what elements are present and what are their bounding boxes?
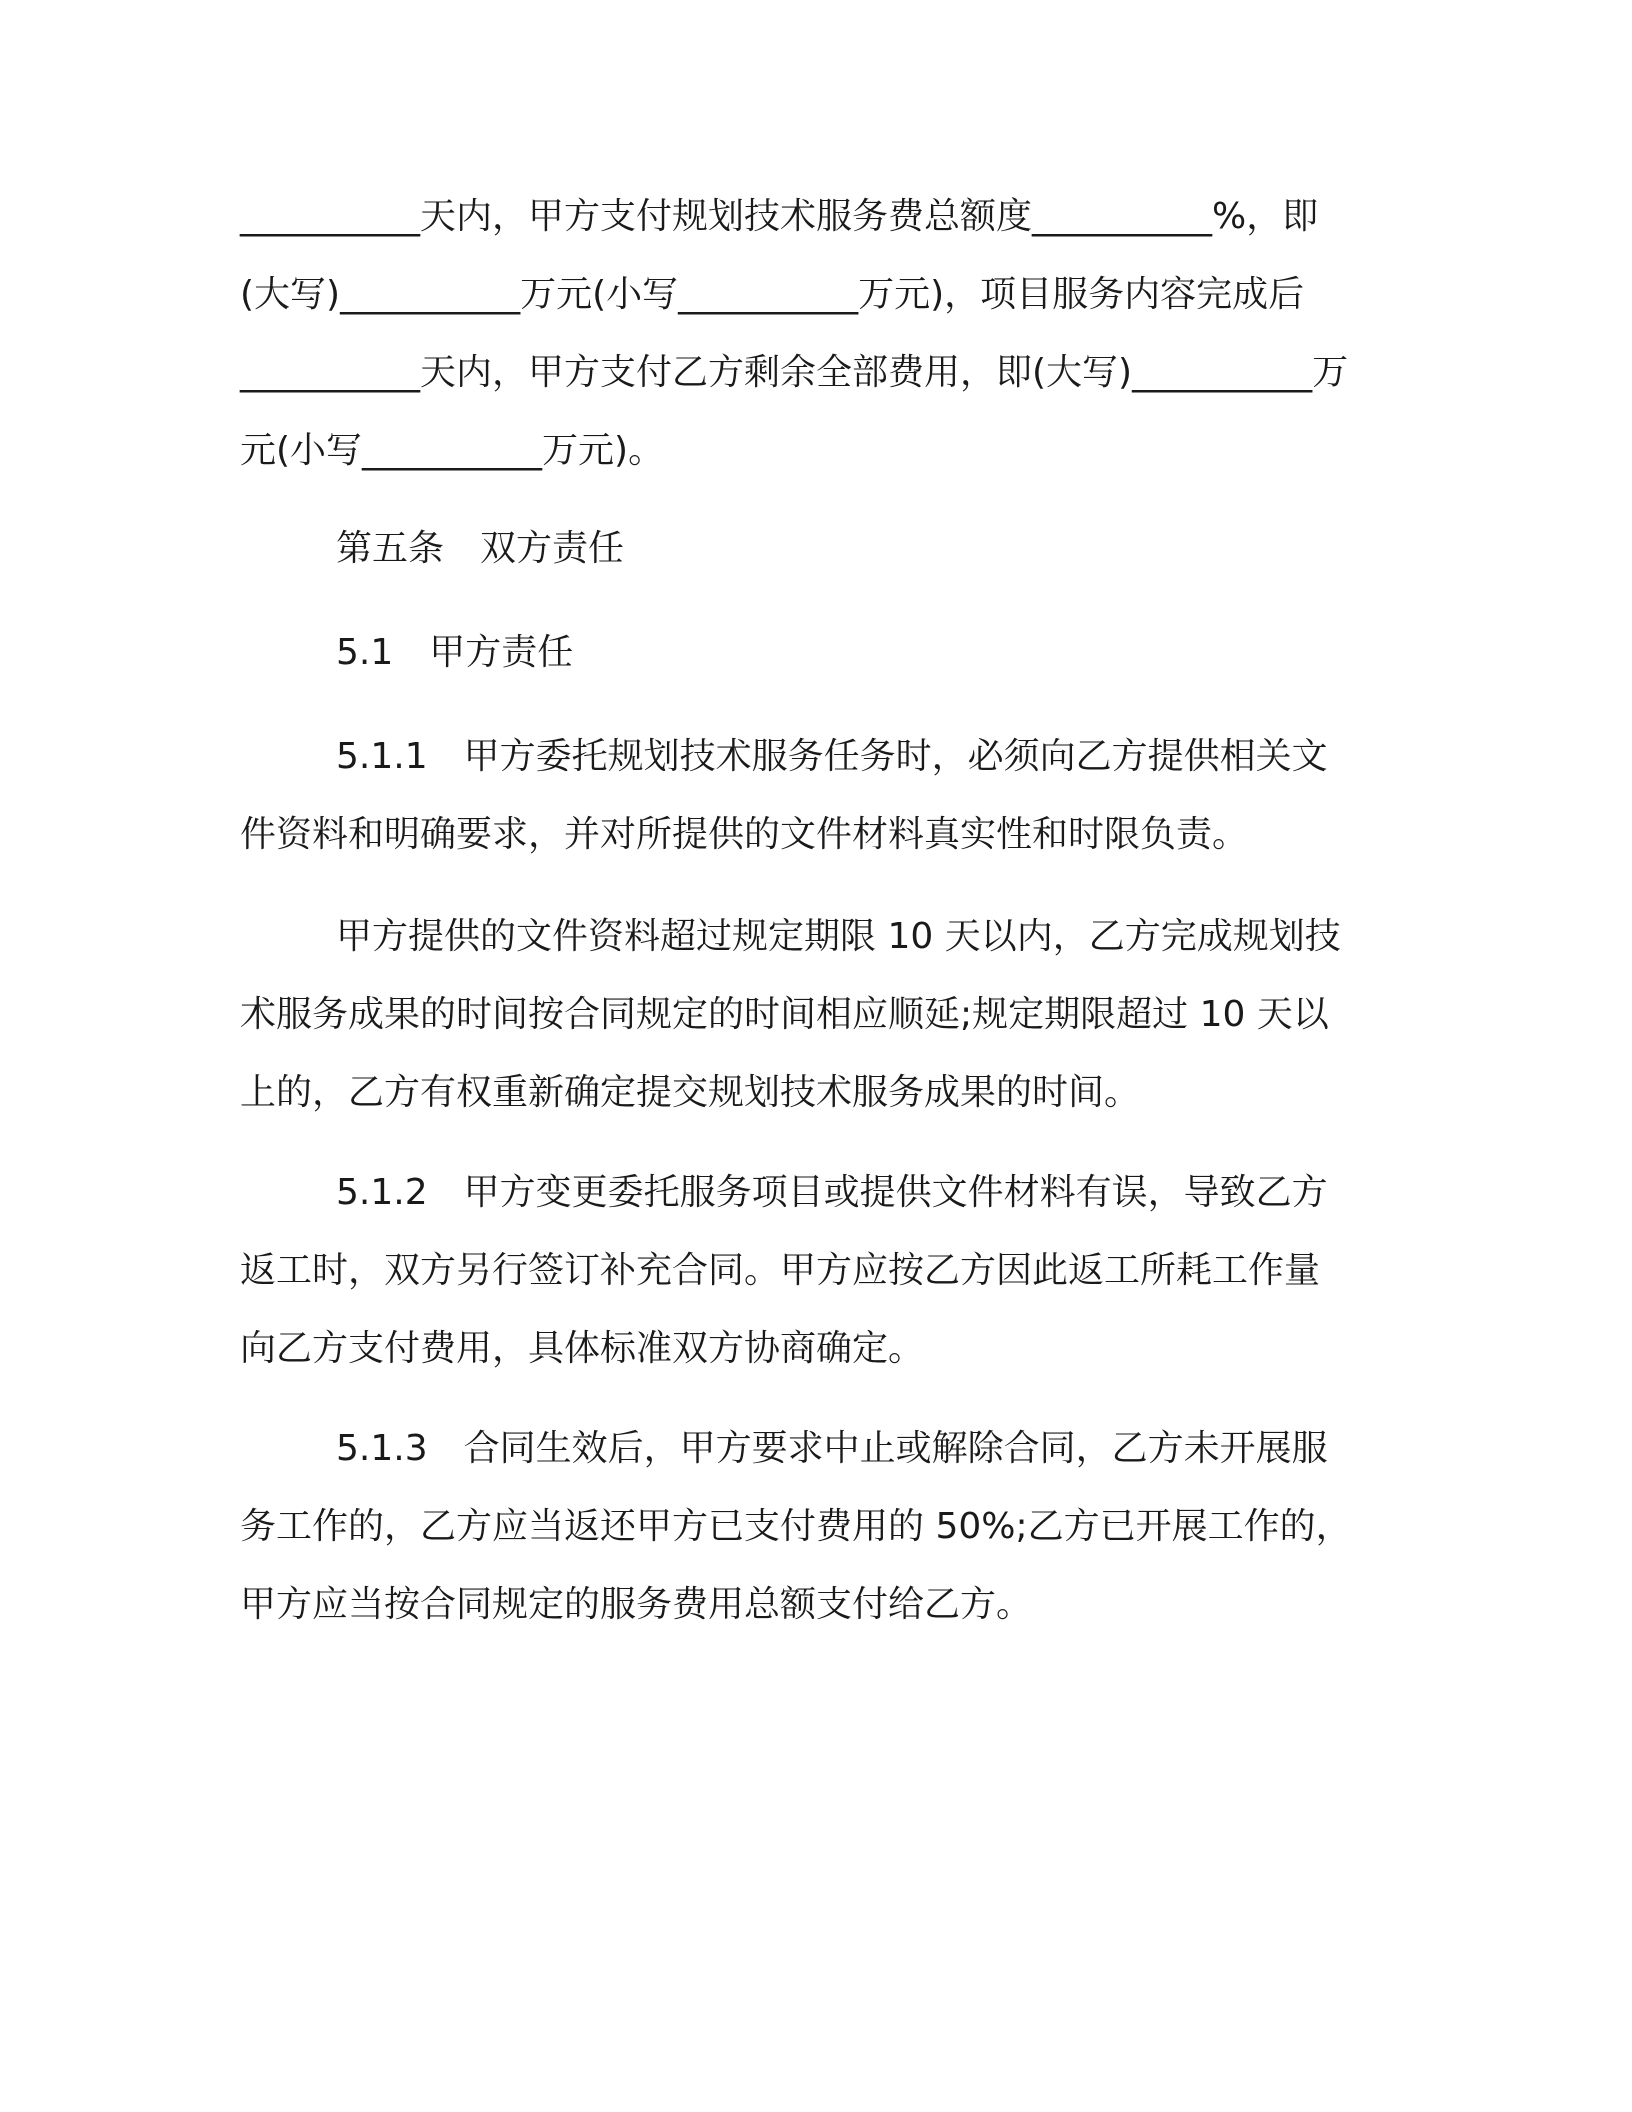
text-line: 务工作的，乙方应当返还甲方已支付费用的 50%;乙方已开展工作的， [240,1506,1352,1547]
heading-line: 5.1 甲方责任 [336,632,574,673]
text-line: __________天内，甲方支付乙方剩余全部费用，即(大写)__________万 [240,352,1349,393]
text-line: 元(小写__________万元)。 [240,430,665,471]
text-line: 返工时，双方另行签订补充合同。甲方应按乙方因此返工所耗工作量 [240,1250,1321,1291]
clause-5-1-1 [240,718,1400,874]
clause-5-1-1-delay [240,898,1400,1132]
clause-5-1-3 [240,1410,1400,1644]
section-5-1-heading [240,614,1400,692]
text-line: 件资料和明确要求，并对所提供的文件材料真实性和时限负责。 [240,814,1249,855]
clause-5-1-2 [240,1154,1400,1388]
heading-line: 第五条 双方责任 [336,528,625,569]
article-5-heading [240,510,1400,588]
text-line: (大写)__________万元(小写__________万元)，项目服务内容完成后 [240,274,1305,315]
text-line: 甲方提供的文件资料超过规定期限 10 天以内，乙方完成规划技 [336,916,1341,957]
text-line: 5.1.2 甲方变更委托服务项目或提供文件材料有误，导致乙方 [336,1172,1328,1213]
text-line: 上的，乙方有权重新确定提交规划技术服务成果的时间。 [240,1072,1141,1113]
text-line: 甲方应当按合同规定的服务费用总额支付给乙方。 [240,1584,1033,1625]
text-line: 向乙方支付费用，具体标准双方协商确定。 [240,1328,925,1369]
text-line: 术服务成果的时间按合同规定的时间相应顺延;规定期限超过 10 天以 [240,994,1329,1035]
text-line: __________天内，甲方支付规划技术服务费总额度__________%，即 [240,196,1319,237]
text-line: 5.1.1 甲方委托规划技术服务任务时，必须向乙方提供相关文 [336,736,1328,777]
payment-terms-paragraph [240,178,1400,490]
text-line: 5.1.3 合同生效后，甲方要求中止或解除合同，乙方未开展服 [336,1428,1328,1469]
